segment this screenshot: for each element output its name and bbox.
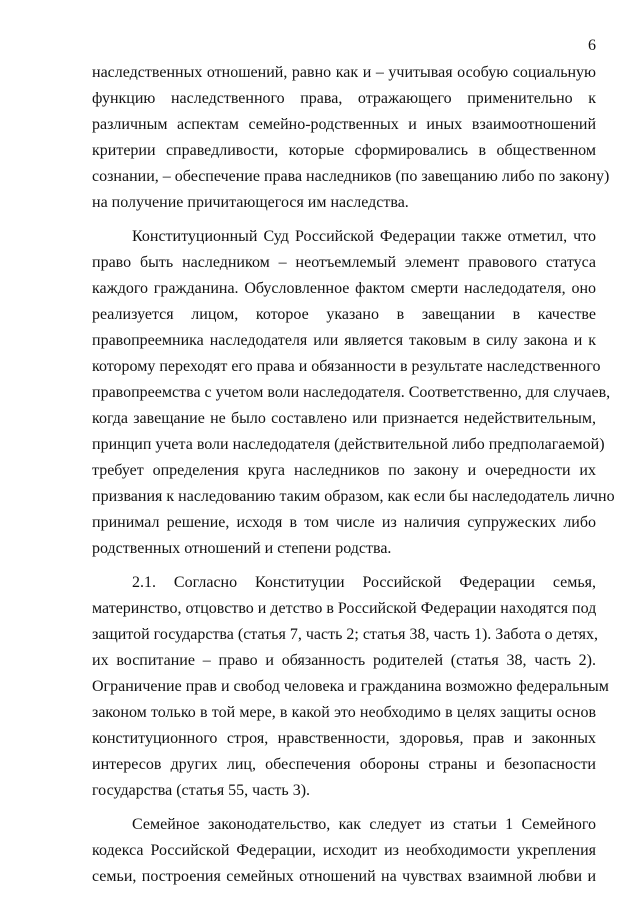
text-line: Ограничение прав и свобод человека и гражданина возможно федеральным [92,678,609,695]
text-line: на получение причитающегося им наследства. [92,194,409,211]
text-line: принцип учета воли наследодателя (действительной либо предполагаемой) [92,436,605,453]
text-line: наследственных отношений, равно как и – учитывая особую социальную [92,64,596,81]
paragraph-4 [92,812,596,890]
paragraph-3 [92,570,609,804]
text-line: кодекса Российской Федерации, исходит из необходимости укрепления [92,842,596,859]
paragraph-1 [92,60,610,216]
text-line: призвания к наследованию таким образом, как если бы наследодатель лично [92,488,615,505]
text-line: когда завещание не было составлено или признается недействительным, [92,410,596,427]
paragraph-2 [92,224,615,562]
text-line: защитой государства (статья 7, часть 2; статья 38, часть 1). Забота о детях, [92,626,599,643]
text-line: правопреемства с учетом воли наследодателя. Соответственно, для случаев, [92,384,611,401]
text-line: 2.1. Согласно Конституции Российской Федерации семья, [132,574,596,591]
text-line: функцию наследственного права, отражающего применительно к [92,90,596,107]
text-line: сознании, – обеспечение права наследников (по завещанию либо по закону) [92,168,610,185]
page-number: 6 [588,37,596,54]
text-line: их воспитание – право и обязанность родителей (статья 38, часть 2). [92,652,596,669]
text-line: законом только в той мере, в какой это необходимо в целях защиты основ [92,704,596,721]
text-line: которому переходят его права и обязанности в результате наследственного [92,358,601,375]
text-line: интересов других лиц, обеспечения обороны страны и безопасности [92,756,596,773]
text-line: требует определения круга наследников по закону и очередности их [92,462,596,479]
text-line: Семейное законодательство, как следует из статьи 1 Семейного [132,816,596,833]
text-line: реализуется лицом, которое указано в завещании в качестве [92,306,596,323]
text-line: конституционного строя, нравственности, здоровья, прав и законных [92,730,596,747]
text-line: право быть наследником – неотъемлемый элемент правового статуса [92,254,596,271]
document-body [92,60,615,890]
text-line: критерии справедливости, которые сформировались в общественном [92,142,596,159]
text-line: каждого гражданина. Обусловленное фактом смерти наследодателя, оно [92,280,596,297]
text-line: государства (статья 55, часть 3). [92,782,311,799]
text-line: различным аспектам семейно-родственных и иных взаимоотношений [92,116,596,133]
text-line: материнство, отцовство и детство в Российской Федерации находятся под [92,600,597,617]
text-line: родственных отношений и степени родства. [92,540,392,557]
text-line: принимал решение, исходя в том числе из наличия супружеских либо [92,514,596,531]
text-line: семьи, построения семейных отношений на чувствах взаимной любви и [92,868,596,885]
text-line: Конституционный Суд Российской Федерации также отметил, что [132,228,596,245]
text-line: правопреемника наследодателя или является таковым в силу закона и к [92,332,596,349]
